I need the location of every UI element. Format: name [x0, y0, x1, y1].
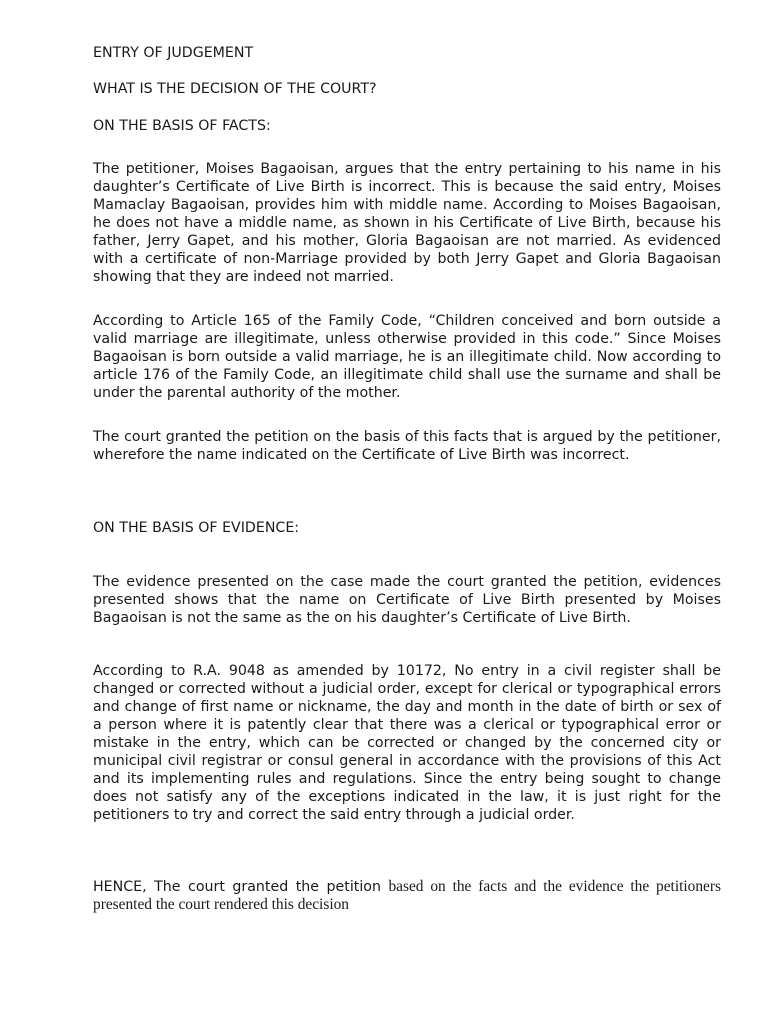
- conclusion-paragraph: [93, 878, 721, 914]
- conclusion-rest: based on the facts and the evidence the petitioners presented the court rendered this decision: [93, 878, 721, 913]
- conclusion-lead: HENCE, The court granted the petition: [93, 879, 389, 895]
- facts-paragraph-petitioner: The petitioner, Moises Bagaoisan, argues that the entry pertaining to his name in his daughter’s Certificate of Live Birth is incorrect. This is because the said entry, Moises Mamaclay Bagaoisan, provides him with middle name. According to Moises Bagaoisan, he does not have a middle name, as shown in his Certificate of Live Birth, because his father, Jerry Gapet, and his mother, Gloria Bagaoisan are not married. As evidenced with a certificate of non-Marriage provided by both Jerry Gapet and Gloria Bagaoisan showing that they are indeed not married.: [93, 161, 721, 285]
- evidence-heading: ON THE BASIS OF EVIDENCE:: [93, 520, 300, 536]
- court-decision-question: WHAT IS THE DECISION OF THE COURT?: [93, 81, 377, 97]
- evidence-paragraph-presented: The evidence presented on the case made the court granted the petition, evidences presented shows that the name on Certificate of Live Birth presented by Moises Bagaoisan is not the same as the on his daughter’s Certificate of Live Birth.: [93, 574, 721, 626]
- facts-paragraph-court-granted: The court granted the petition on the basis of this facts that is argued by the petitioner, wherefore the name indicated on the Certificate of Live Birth was incorrect.: [93, 429, 721, 463]
- facts-heading: ON THE BASIS OF FACTS:: [93, 118, 271, 134]
- evidence-paragraph-ra-9048: According to R.A. 9048 as amended by 10172, No entry in a civil register shall be changed or corrected without a judicial order, except for clerical or typographical errors and change of first name or nickname, the day and month in the date of birth or sex of a person where it is patently clear that there was a clerical or typographical error or mistake in the entry, which can be corrected or changed by the concerned city or municipal civil registrar or consul general in accordance with the provisions of this Act and its implementing rules and regulations. Since the entry being sought to change does not satisfy any of the exceptions indicated in the law, it is just right for the petitioners to try and correct the said entry through a judicial order.: [93, 663, 721, 823]
- document-title: ENTRY OF JUDGEMENT: [93, 45, 254, 61]
- facts-paragraph-family-code: According to Article 165 of the Family Code, “Children conceived and born outside a valid marriage are illegitimate, unless otherwise provided in this code.” Since Moises Bagaoisan is born outside a valid marriage, he is an illegitimate child. Now according to article 176 of the Family Code, an illegitimate child shall use the surname and shall be under the parental authority of the mother.: [93, 313, 721, 401]
